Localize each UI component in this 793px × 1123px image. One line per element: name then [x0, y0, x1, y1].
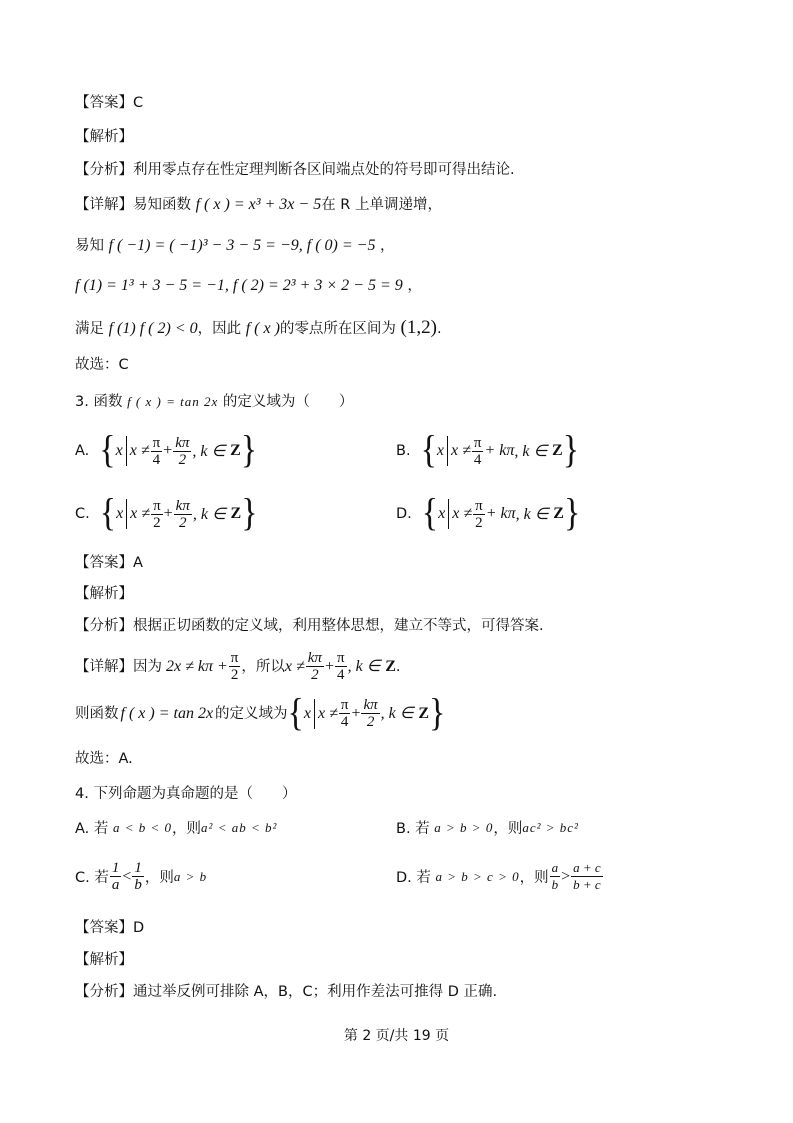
- fraction: [173, 435, 191, 468]
- fenxi-text: 根据正切函数的定义域，利用整体思想，建立不等式，可得答案.: [133, 618, 544, 634]
- answer-label: 【答案】: [75, 555, 133, 571]
- math-expr: + kπ: [484, 442, 515, 459]
- brace-close: }: [563, 492, 581, 535]
- answer-value: D: [133, 920, 145, 936]
- set-bar: [314, 699, 315, 729]
- set-Z: Z: [418, 704, 429, 722]
- math-expr: x ≠: [317, 704, 338, 722]
- option-label: B. 若: [396, 821, 430, 837]
- q2-detail-line3: [75, 276, 422, 296]
- answer-label: 【答案】: [75, 920, 133, 936]
- math-expr: (1,2): [400, 317, 437, 338]
- q3-answer-line: [75, 553, 143, 573]
- q3-option-d: [396, 492, 581, 535]
- den: 4: [473, 451, 482, 468]
- math-expr: 2x ≠ kπ +: [166, 657, 228, 675]
- text: 因为: [133, 658, 162, 675]
- option-label: C. 若: [75, 870, 109, 886]
- fraction: [110, 860, 122, 893]
- q4-answer-line: [75, 918, 144, 938]
- text: ，因此: [197, 321, 242, 337]
- num: kπ: [175, 497, 190, 514]
- text: ，: [407, 278, 422, 294]
- text: 满足: [75, 321, 104, 337]
- set-bar: [126, 436, 127, 466]
- brace-open: {: [421, 492, 439, 535]
- option-label: C.: [75, 506, 90, 522]
- den: b: [134, 877, 142, 893]
- math-op: +: [351, 704, 361, 722]
- text: ，则: [519, 870, 549, 886]
- text: 的零点所在区间为: [279, 321, 396, 337]
- q2-detail-line2: [75, 236, 395, 256]
- num: π: [336, 650, 345, 666]
- text: 3. 函数: [75, 394, 123, 410]
- q3-stem: [75, 392, 353, 412]
- num: π: [152, 434, 161, 451]
- text: .: [436, 321, 442, 337]
- math-expr: f (1) = 1³ + 3 − 5 = −1, f ( 2) = 2³ + 3 × 2 − 5 = 9: [75, 277, 403, 294]
- set-Z: Z: [552, 442, 563, 459]
- math-expr: , k ∈: [515, 506, 549, 523]
- set-Z: Z: [553, 505, 564, 522]
- den: 2: [153, 514, 161, 531]
- num: π: [475, 497, 483, 514]
- math-expr: f ( x ) = x³ + 3x − 5: [195, 196, 322, 213]
- math-var: x: [436, 442, 444, 459]
- text: 在 R 上单调递增，: [321, 197, 442, 213]
- q2-analysis-label: 【解析】: [75, 129, 133, 145]
- math-expr: , k ∈: [192, 443, 226, 460]
- q4-analysis-label: 【解析】: [75, 952, 133, 968]
- set-bar: [447, 436, 448, 466]
- den: 2: [178, 451, 187, 468]
- math-op: >: [561, 867, 571, 885]
- den: a: [111, 877, 120, 893]
- set-Z: Z: [230, 442, 241, 459]
- option-label: D. 若: [396, 870, 431, 886]
- fraction: [306, 650, 324, 683]
- fraction: [571, 860, 603, 893]
- math-expr: , k ∈: [514, 443, 548, 460]
- q3-option-b: [396, 429, 580, 472]
- math-var: x: [116, 505, 124, 522]
- num: π: [473, 434, 482, 451]
- math-var: x: [303, 704, 311, 722]
- math-expr: f ( x ) = tan 2x: [127, 394, 219, 409]
- num: π: [230, 650, 239, 666]
- text: 则函数: [75, 705, 119, 722]
- q3-fenxi-line: [75, 616, 544, 636]
- num: 1: [134, 860, 142, 876]
- math-expr: x ≠: [284, 657, 305, 675]
- text: ，则: [144, 870, 174, 886]
- math-expr: a² < ab < b²: [201, 819, 278, 835]
- math-op: +: [324, 657, 334, 675]
- q3-detail-line1: [75, 650, 401, 683]
- num: kπ: [363, 697, 378, 713]
- fenxi-label: 【分析】: [75, 162, 133, 178]
- q4-option-c: [75, 860, 207, 893]
- math-var: x: [438, 505, 446, 522]
- fenxi-label: 【分析】: [75, 984, 133, 1000]
- den: 2: [475, 514, 483, 531]
- q4-option-a: [75, 817, 277, 838]
- brace-open: {: [287, 691, 304, 735]
- math-expr: a < b < 0: [113, 819, 173, 835]
- math-var: x: [115, 442, 123, 459]
- den: 2: [311, 667, 319, 683]
- den: 2: [366, 714, 375, 730]
- text: 的定义域为（ ）: [222, 394, 354, 410]
- answer-value: A: [133, 555, 143, 571]
- math-expr: f ( −1) = ( −1)³ − 3 − 5 = −9, f ( 0) = −5: [108, 237, 376, 254]
- q3-choose: 故选：A.: [75, 751, 133, 767]
- fraction: [151, 435, 163, 468]
- math-expr: a > b > c > 0: [435, 868, 520, 884]
- answer-value: C: [133, 95, 144, 111]
- den: b: [551, 877, 559, 892]
- math-expr: x ≠: [452, 505, 473, 522]
- den: 2: [179, 514, 187, 531]
- text: ，则: [493, 821, 523, 837]
- q4-fenxi-line: [75, 982, 497, 1002]
- set-Z: Z: [385, 657, 396, 675]
- q2-fenxi-line: [75, 160, 515, 180]
- q3-detail-line2: [75, 691, 446, 735]
- xiangjie-label: 【详解】: [75, 197, 133, 213]
- math-expr: f ( x ): [245, 320, 280, 337]
- num: 1: [111, 860, 120, 876]
- math-expr: + kπ: [485, 505, 516, 522]
- q3-option-c: [75, 492, 258, 535]
- page-footer: 第 2 页/共 19 页: [343, 1028, 450, 1044]
- q2-detail-line4: [75, 318, 442, 339]
- text: ，: [380, 238, 395, 254]
- fraction: [361, 697, 379, 730]
- den: 4: [340, 714, 349, 730]
- num: kπ: [175, 434, 190, 451]
- fraction: [473, 498, 485, 531]
- q2-answer-line: [75, 93, 143, 113]
- q4-stem: 4. 下列命题为真命题的是（ ）: [75, 786, 297, 802]
- q3-option-a: [75, 429, 258, 472]
- option-label: D.: [396, 506, 412, 522]
- text: 易知: [75, 238, 104, 254]
- q4-option-b: [396, 817, 579, 838]
- math-expr: a > b: [173, 868, 208, 884]
- math-op: <: [122, 867, 132, 885]
- brace-open: {: [99, 429, 116, 472]
- brace-close: }: [241, 492, 258, 535]
- text: 易知函数: [133, 197, 191, 213]
- text: .: [395, 658, 401, 675]
- brace-open: {: [99, 492, 117, 535]
- q2-detail-line1: [75, 195, 442, 215]
- math-expr: f ( x ) = tan 2x: [120, 704, 214, 722]
- num: π: [340, 697, 349, 713]
- fenxi-text: 通过举反例可排除 A，B，C；利用作差法可推得 D 正确.: [133, 984, 498, 1000]
- math-expr: x ≠: [130, 505, 151, 522]
- option-label: B.: [396, 443, 411, 459]
- den: 2: [230, 667, 239, 683]
- fraction: [132, 860, 144, 893]
- num: a: [551, 860, 559, 875]
- fraction: [472, 435, 484, 468]
- fraction: [174, 498, 192, 531]
- fraction: [550, 860, 561, 893]
- num: a + c: [573, 860, 601, 875]
- math-expr: ac² > bc²: [522, 819, 579, 835]
- brace-open: {: [420, 429, 437, 472]
- set-Z: Z: [230, 505, 242, 522]
- num: kπ: [307, 650, 322, 666]
- math-expr: x ≠: [129, 442, 150, 459]
- den: b + c: [573, 877, 601, 892]
- math-expr: f (1) f ( 2) < 0: [108, 320, 198, 337]
- brace-close: }: [429, 691, 446, 735]
- math-expr: , k ∈: [380, 704, 414, 722]
- fenxi-text: 利用零点存在性定理判断各区间端点处的符号即可得出结论.: [133, 162, 515, 178]
- den: 4: [337, 667, 345, 683]
- q3-analysis-label: 【解析】: [75, 586, 133, 602]
- text: 的定义域为: [215, 705, 288, 722]
- text: ，则: [172, 821, 202, 837]
- math-op: +: [163, 442, 173, 459]
- num: π: [153, 497, 161, 514]
- set-bar: [448, 499, 449, 529]
- den: 4: [152, 451, 161, 468]
- option-label: A. 若: [75, 821, 109, 837]
- math-expr: a > b > 0: [434, 819, 494, 835]
- option-label: A.: [75, 443, 90, 459]
- math-expr: , k ∈: [347, 657, 381, 675]
- q4-option-d: [396, 860, 604, 893]
- xiangjie-label: 【详解】: [75, 658, 133, 675]
- fraction: [229, 650, 241, 683]
- fraction: [339, 697, 351, 730]
- fenxi-label: 【分析】: [75, 618, 133, 634]
- q2-choose: 故选：C: [75, 357, 129, 373]
- math-expr: x ≠: [451, 442, 471, 459]
- set-bar: [126, 499, 127, 529]
- math-expr: , k ∈: [192, 506, 226, 523]
- math-op: +: [163, 505, 173, 522]
- brace-close: }: [240, 429, 258, 472]
- answer-label: 【答案】: [75, 95, 133, 111]
- fraction: [335, 650, 347, 683]
- text: ，所以: [241, 658, 285, 675]
- fraction: [151, 498, 163, 531]
- brace-close: }: [562, 429, 580, 472]
